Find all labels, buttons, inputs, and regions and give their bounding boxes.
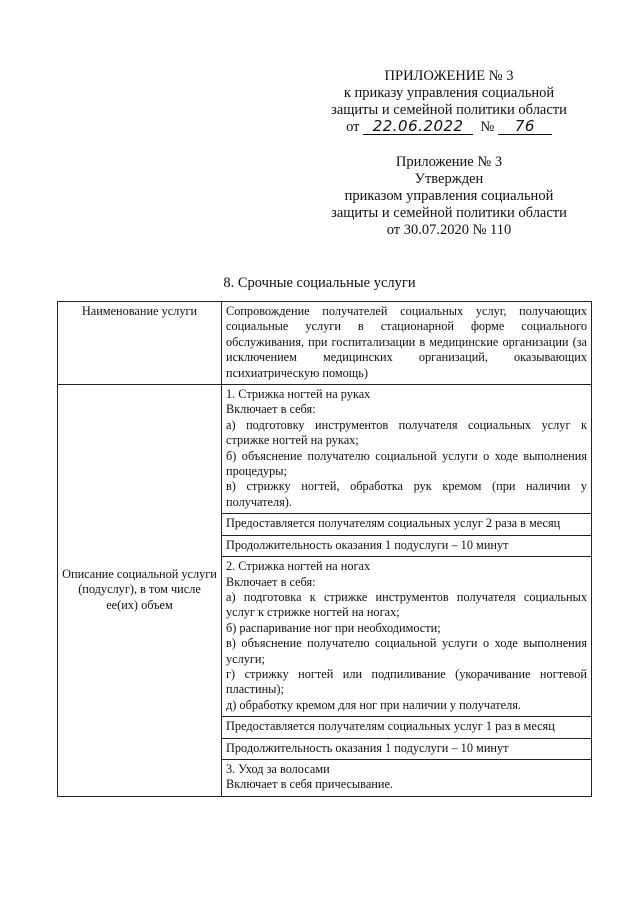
section-title: 8. Срочные социальные услуги xyxy=(223,275,416,291)
subservice-2-frequency: Предоставляется получателям социальных услуг 1 раз в месяц xyxy=(222,717,592,738)
appendix-date-line xyxy=(319,119,579,136)
appendix-line-1: к приказу управления социальной xyxy=(343,85,555,101)
list-item: б) распаривание ног при необходимости; xyxy=(226,620,441,635)
subservice-2 xyxy=(222,557,592,717)
subservice-2-title: 2. Стрижка ногтей на ногах xyxy=(226,559,371,574)
list-item: г) стрижку ногтей или подпиливание (укорачивание ногтевой пластины); xyxy=(226,666,587,697)
subservice-1 xyxy=(222,385,592,514)
approved-title: Приложение № 3 xyxy=(395,154,503,170)
approved-line-3: защиты и семейной политики области xyxy=(331,205,567,221)
list-item: в) стрижку ногтей, обработка рук кремом (при наличии у получателя). xyxy=(226,479,587,509)
list-item: в) объяснение получателю социальной услуги о ходе выполнения услуги; xyxy=(226,636,587,666)
services-table xyxy=(57,301,592,797)
handwritten-number: 76 xyxy=(498,119,552,135)
appendix-line-2: защиты и семейной политики области xyxy=(331,102,567,118)
handwritten-date: 22.06.2022 xyxy=(363,119,473,135)
subservice-2-includes: Включает в себя: xyxy=(226,574,316,589)
list-item: б) объяснение получателю социальной услуги о ходе выполнения процедуры; xyxy=(226,448,587,479)
subservice-1-title: 1. Стрижка ногтей на руках xyxy=(226,387,371,402)
date-prefix: от xyxy=(346,119,360,135)
service-name-label: Наименование услуги xyxy=(58,302,222,385)
appendix-header xyxy=(319,68,579,136)
subservice-3-title: 3. Уход за волосами xyxy=(226,761,330,776)
subservice-3 xyxy=(222,759,592,796)
list-item: а) подготовка к стрижке инструментов получателя социальных услуг к стрижке ногтей на ногах; xyxy=(226,589,587,620)
list-item: а) подготовку инструментов получателя социальных услуг к стрижке ногтей на руках; xyxy=(226,417,587,448)
approved-line-2: приказом управления социальной xyxy=(344,188,554,204)
service-name-value: Сопровождение получателей социальных услуг, получающих социальные услуги в стационарной форме социального обслуживания, при госпитализации в медицинские организации (за исключением медицинских организаций, оказывающих психиатрическую помощь) xyxy=(222,302,592,385)
table-row xyxy=(58,302,592,385)
approved-line-4: от 30.07.2020 № 110 xyxy=(386,222,512,238)
subservice-1-includes: Включает в себя: xyxy=(226,402,316,417)
subservice-2-duration: Продолжительность оказания 1 подуслуги – 10 минут xyxy=(222,738,592,759)
subservice-1-frequency: Предоставляется получателям социальных услуг 2 раза в месяц xyxy=(222,514,592,535)
table-row xyxy=(58,385,592,514)
list-item: д) обработку кремом для ног при наличии у получателя. xyxy=(226,697,521,712)
number-prefix: № xyxy=(480,119,495,135)
subservice-1-duration: Продолжительность оказания 1 подуслуги – 10 минут xyxy=(222,535,592,556)
appendix-title: ПРИЛОЖЕНИЕ № 3 xyxy=(384,68,514,84)
approved-header xyxy=(319,154,579,239)
approved-line-1: Утвержден xyxy=(414,171,484,187)
service-description-label: Описание социальной услуги (подуслуг), в том числе ее(их) объем xyxy=(58,385,222,797)
subservice-3-includes: Включает в себя причесывание. xyxy=(226,777,393,792)
